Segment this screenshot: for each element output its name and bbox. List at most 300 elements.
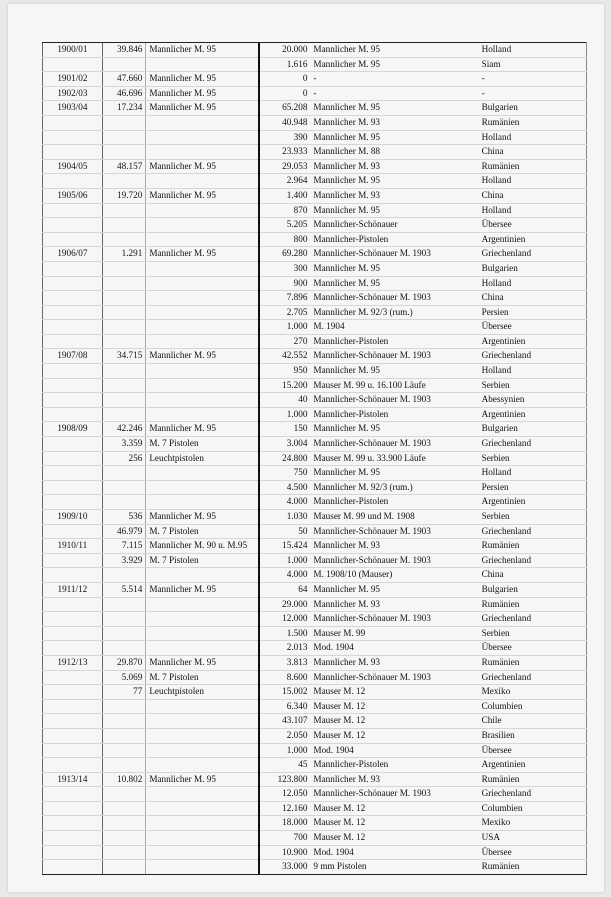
export-model-cell: Mannlicher-Schönauer M. 1903: [310, 349, 478, 364]
export-model-cell: Mod. 1904: [310, 743, 478, 758]
year-cell: [43, 568, 103, 583]
export-model-cell: Mannlicher M. 95: [310, 466, 478, 481]
destination-cell: Serbien: [479, 451, 587, 466]
domestic-model-cell: [146, 641, 259, 656]
domestic-quantity-cell: [102, 145, 146, 160]
export-model-cell: Mannlicher-Schönauer M. 1903: [310, 553, 478, 568]
table-row: [43, 101, 587, 116]
export-quantity-cell: 150: [259, 422, 311, 437]
table-row: [43, 670, 587, 685]
domestic-quantity-cell: [102, 495, 146, 510]
destination-cell: Siam: [479, 57, 587, 72]
destination-cell: -: [479, 86, 587, 101]
export-model-cell: Mannlicher M. 95: [310, 57, 478, 72]
domestic-model-cell: [146, 145, 259, 160]
export-model-cell: Mannlicher M. 95: [310, 130, 478, 145]
domestic-quantity-cell: 29.870: [102, 655, 146, 670]
domestic-model-cell: [146, 860, 259, 875]
year-cell: [43, 130, 103, 145]
destination-cell: Rumänien: [479, 539, 587, 554]
domestic-quantity-cell: 19.720: [102, 188, 146, 203]
table-row: [43, 510, 587, 525]
table-row: [43, 188, 587, 203]
year-cell: [43, 553, 103, 568]
year-cell: 1913/14: [43, 772, 103, 787]
export-quantity-cell: 1.000: [259, 553, 311, 568]
domestic-quantity-cell: 46.696: [102, 86, 146, 101]
table-row: [43, 320, 587, 335]
ledger-body: [43, 43, 587, 875]
destination-cell: Griechenland: [479, 349, 587, 364]
export-quantity-cell: 64: [259, 582, 311, 597]
table-row: [43, 86, 587, 101]
export-quantity-cell: 69.280: [259, 247, 311, 262]
destination-cell: Griechenland: [479, 612, 587, 627]
export-model-cell: Mauser M. 12: [310, 699, 478, 714]
destination-cell: Serbien: [479, 378, 587, 393]
destination-cell: Argentinien: [479, 334, 587, 349]
year-cell: 1906/07: [43, 247, 103, 262]
export-quantity-cell: 24.800: [259, 451, 311, 466]
export-model-cell: Mannlicher M. 93: [310, 115, 478, 130]
export-quantity-cell: 750: [259, 466, 311, 481]
export-quantity-cell: 7.896: [259, 291, 311, 306]
domestic-model-cell: M. 7 Pistolen: [146, 553, 259, 568]
domestic-quantity-cell: [102, 218, 146, 233]
year-cell: 1908/09: [43, 422, 103, 437]
destination-cell: Übersee: [479, 641, 587, 656]
domestic-model-cell: [146, 232, 259, 247]
year-cell: [43, 860, 103, 875]
domestic-quantity-cell: [102, 641, 146, 656]
domestic-quantity-cell: [102, 305, 146, 320]
year-cell: [43, 115, 103, 130]
export-model-cell: Mannlicher M. 93: [310, 597, 478, 612]
export-quantity-cell: 10.900: [259, 845, 311, 860]
table-row: [43, 145, 587, 160]
export-model-cell: Mannlicher M. 93: [310, 539, 478, 554]
export-quantity-cell: 4.000: [259, 568, 311, 583]
destination-cell: Argentinien: [479, 758, 587, 773]
export-model-cell: Mannlicher M. 95: [310, 582, 478, 597]
domestic-model-cell: [146, 291, 259, 306]
export-model-cell: Mannlicher-Schönauer M. 1903: [310, 247, 478, 262]
export-model-cell: Mannlicher M. 95: [310, 261, 478, 276]
year-cell: 1901/02: [43, 72, 103, 87]
destination-cell: Holland: [479, 364, 587, 379]
table-row: [43, 845, 587, 860]
domestic-quantity-cell: 5.069: [102, 670, 146, 685]
table-row: [43, 232, 587, 247]
table-row: [43, 159, 587, 174]
destination-cell: Abessynien: [479, 393, 587, 408]
export-quantity-cell: 15.002: [259, 685, 311, 700]
year-cell: [43, 232, 103, 247]
export-quantity-cell: 1.400: [259, 188, 311, 203]
domestic-model-cell: Mannlicher M. 95: [146, 349, 259, 364]
year-cell: [43, 495, 103, 510]
table-row: [43, 612, 587, 627]
export-quantity-cell: 50: [259, 524, 311, 539]
table-row: [43, 291, 587, 306]
year-cell: [43, 466, 103, 481]
export-quantity-cell: 4.000: [259, 495, 311, 510]
destination-cell: China: [479, 188, 587, 203]
domestic-quantity-cell: [102, 758, 146, 773]
year-cell: [43, 276, 103, 291]
export-quantity-cell: 1.000: [259, 320, 311, 335]
export-quantity-cell: 12.000: [259, 612, 311, 627]
destination-cell: Rumänien: [479, 860, 587, 875]
domestic-quantity-cell: 47.660: [102, 72, 146, 87]
export-model-cell: Mannlicher M. 88: [310, 145, 478, 160]
domestic-model-cell: Mannlicher M. 95: [146, 772, 259, 787]
export-model-cell: Mauser M. 99 und M. 1908: [310, 510, 478, 525]
year-cell: [43, 378, 103, 393]
year-cell: [43, 685, 103, 700]
year-cell: 1905/06: [43, 188, 103, 203]
domestic-quantity-cell: [102, 626, 146, 641]
domestic-quantity-cell: [102, 334, 146, 349]
domestic-model-cell: Mannlicher M. 95: [146, 247, 259, 262]
domestic-quantity-cell: [102, 364, 146, 379]
domestic-quantity-cell: [102, 130, 146, 145]
export-model-cell: Mod. 1904: [310, 641, 478, 656]
domestic-model-cell: [146, 831, 259, 846]
export-model-cell: Mauser M. 12: [310, 728, 478, 743]
destination-cell: China: [479, 145, 587, 160]
domestic-quantity-cell: 34.715: [102, 349, 146, 364]
destination-cell: Bulgarien: [479, 261, 587, 276]
year-cell: [43, 437, 103, 452]
export-quantity-cell: 0: [259, 72, 311, 87]
domestic-model-cell: [146, 218, 259, 233]
export-model-cell: Mannlicher-Pistolen: [310, 407, 478, 422]
export-quantity-cell: 4.500: [259, 480, 311, 495]
export-model-cell: Mannlicher M. 95: [310, 364, 478, 379]
year-cell: [43, 612, 103, 627]
year-cell: [43, 801, 103, 816]
table-row: [43, 758, 587, 773]
export-quantity-cell: 2.964: [259, 174, 311, 189]
destination-cell: -: [479, 72, 587, 87]
table-row: [43, 276, 587, 291]
export-quantity-cell: 43.107: [259, 714, 311, 729]
domestic-model-cell: Mannlicher M. 95: [146, 655, 259, 670]
export-quantity-cell: 270: [259, 334, 311, 349]
domestic-quantity-cell: [102, 203, 146, 218]
domestic-model-cell: Leuchtpistolen: [146, 451, 259, 466]
domestic-model-cell: [146, 334, 259, 349]
export-quantity-cell: 33.000: [259, 860, 311, 875]
export-model-cell: Mannlicher-Pistolen: [310, 758, 478, 773]
year-cell: 1903/04: [43, 101, 103, 116]
destination-cell: USA: [479, 831, 587, 846]
destination-cell: Chile: [479, 714, 587, 729]
table-row: [43, 305, 587, 320]
domestic-model-cell: [146, 378, 259, 393]
domestic-quantity-cell: [102, 568, 146, 583]
export-quantity-cell: 1.030: [259, 510, 311, 525]
domestic-quantity-cell: [102, 407, 146, 422]
export-quantity-cell: 1.000: [259, 407, 311, 422]
domestic-model-cell: Mannlicher M. 95: [146, 582, 259, 597]
export-quantity-cell: 870: [259, 203, 311, 218]
domestic-quantity-cell: [102, 714, 146, 729]
destination-cell: Holland: [479, 203, 587, 218]
year-cell: [43, 758, 103, 773]
table-row: [43, 451, 587, 466]
year-cell: [43, 626, 103, 641]
export-quantity-cell: 40.948: [259, 115, 311, 130]
domestic-model-cell: [146, 276, 259, 291]
export-quantity-cell: 5.205: [259, 218, 311, 233]
year-cell: [43, 218, 103, 233]
domestic-quantity-cell: 7.115: [102, 539, 146, 554]
table-row: [43, 772, 587, 787]
table-row: [43, 130, 587, 145]
year-cell: 1902/03: [43, 86, 103, 101]
destination-cell: Griechenland: [479, 247, 587, 262]
year-cell: [43, 305, 103, 320]
domestic-model-cell: [146, 407, 259, 422]
year-cell: [43, 57, 103, 72]
export-model-cell: -: [310, 72, 478, 87]
destination-cell: Übersee: [479, 218, 587, 233]
domestic-quantity-cell: 1.291: [102, 247, 146, 262]
export-model-cell: Mauser M. 12: [310, 816, 478, 831]
destination-cell: China: [479, 568, 587, 583]
export-model-cell: Mannlicher M. 93: [310, 159, 478, 174]
domestic-model-cell: [146, 320, 259, 335]
year-cell: [43, 174, 103, 189]
domestic-quantity-cell: [102, 801, 146, 816]
domestic-model-cell: [146, 714, 259, 729]
table-row: [43, 641, 587, 656]
export-quantity-cell: 23.933: [259, 145, 311, 160]
export-quantity-cell: 300: [259, 261, 311, 276]
table-row: [43, 553, 587, 568]
domestic-model-cell: [146, 261, 259, 276]
export-quantity-cell: 6.340: [259, 699, 311, 714]
domestic-quantity-cell: [102, 860, 146, 875]
destination-cell: Argentinien: [479, 495, 587, 510]
domestic-quantity-cell: [102, 320, 146, 335]
year-cell: [43, 699, 103, 714]
table-row: [43, 349, 587, 364]
destination-cell: Mexiko: [479, 816, 587, 831]
destination-cell: Griechenland: [479, 670, 587, 685]
export-model-cell: Mannlicher M. 93: [310, 772, 478, 787]
export-model-cell: Mannlicher-Pistolen: [310, 232, 478, 247]
export-model-cell: M. 1908/10 (Mauser): [310, 568, 478, 583]
domestic-quantity-cell: [102, 597, 146, 612]
export-model-cell: Mannlicher-Schönauer M. 1903: [310, 524, 478, 539]
destination-cell: Serbien: [479, 626, 587, 641]
export-quantity-cell: 1.616: [259, 57, 311, 72]
export-quantity-cell: 8.600: [259, 670, 311, 685]
domestic-quantity-cell: 42.246: [102, 422, 146, 437]
destination-cell: Persien: [479, 305, 587, 320]
domestic-quantity-cell: [102, 480, 146, 495]
table-row: [43, 539, 587, 554]
export-quantity-cell: 2.050: [259, 728, 311, 743]
table-row: [43, 203, 587, 218]
table-row: [43, 860, 587, 875]
export-quantity-cell: 390: [259, 130, 311, 145]
export-quantity-cell: 3.813: [259, 655, 311, 670]
export-quantity-cell: 18.000: [259, 816, 311, 831]
year-cell: 1909/10: [43, 510, 103, 525]
table-row: [43, 655, 587, 670]
domestic-model-cell: [146, 115, 259, 130]
domestic-quantity-cell: [102, 743, 146, 758]
domestic-model-cell: [146, 130, 259, 145]
export-quantity-cell: 1.500: [259, 626, 311, 641]
domestic-model-cell: Mannlicher M. 95: [146, 510, 259, 525]
export-quantity-cell: 42.552: [259, 349, 311, 364]
export-model-cell: Mannlicher M. 95: [310, 203, 478, 218]
export-model-cell: Mauser M. 99: [310, 626, 478, 641]
destination-cell: Griechenland: [479, 787, 587, 802]
export-model-cell: Mannlicher M. 95: [310, 422, 478, 437]
destination-cell: Übersee: [479, 845, 587, 860]
domestic-model-cell: [146, 364, 259, 379]
destination-cell: Griechenland: [479, 437, 587, 452]
year-cell: 1900/01: [43, 43, 103, 58]
export-quantity-cell: 15.424: [259, 539, 311, 554]
domestic-model-cell: [146, 845, 259, 860]
table-row: [43, 801, 587, 816]
table-row: [43, 72, 587, 87]
domestic-model-cell: Mannlicher M. 95: [146, 159, 259, 174]
domestic-quantity-cell: 17.234: [102, 101, 146, 116]
export-model-cell: M. 1904: [310, 320, 478, 335]
export-model-cell: Mannlicher-Schönauer: [310, 218, 478, 233]
domestic-quantity-cell: [102, 57, 146, 72]
export-model-cell: Mannlicher-Schönauer M. 1903: [310, 612, 478, 627]
destination-cell: Bulgarien: [479, 582, 587, 597]
domestic-quantity-cell: 10.802: [102, 772, 146, 787]
export-quantity-cell: 2.705: [259, 305, 311, 320]
domestic-model-cell: [146, 597, 259, 612]
year-cell: [43, 320, 103, 335]
domestic-model-cell: Mannlicher M. 95: [146, 86, 259, 101]
domestic-quantity-cell: [102, 276, 146, 291]
table-row: [43, 787, 587, 802]
table-row: [43, 334, 587, 349]
year-cell: 1910/11: [43, 539, 103, 554]
destination-cell: Persien: [479, 480, 587, 495]
year-cell: [43, 831, 103, 846]
destination-cell: Mexiko: [479, 685, 587, 700]
export-model-cell: Mannlicher M. 92/3 (rum.): [310, 480, 478, 495]
table-row: [43, 480, 587, 495]
table-row: [43, 699, 587, 714]
destination-cell: Argentinien: [479, 407, 587, 422]
table-row: [43, 57, 587, 72]
table-row: [43, 247, 587, 262]
domestic-model-cell: [146, 393, 259, 408]
domestic-model-cell: Leuchtpistolen: [146, 685, 259, 700]
domestic-quantity-cell: [102, 378, 146, 393]
year-cell: [43, 845, 103, 860]
domestic-model-cell: Mannlicher M. 95: [146, 72, 259, 87]
destination-cell: Serbien: [479, 510, 587, 525]
table-row: [43, 407, 587, 422]
domestic-quantity-cell: [102, 393, 146, 408]
destination-cell: Rumänien: [479, 115, 587, 130]
domestic-quantity-cell: [102, 261, 146, 276]
table-row: [43, 685, 587, 700]
domestic-model-cell: [146, 466, 259, 481]
domestic-model-cell: Mannlicher M. 95: [146, 101, 259, 116]
destination-cell: Bulgarien: [479, 422, 587, 437]
domestic-quantity-cell: 256: [102, 451, 146, 466]
export-model-cell: Mauser M. 12: [310, 831, 478, 846]
export-quantity-cell: 29.053: [259, 159, 311, 174]
export-quantity-cell: 12.050: [259, 787, 311, 802]
year-cell: [43, 261, 103, 276]
year-cell: [43, 597, 103, 612]
destination-cell: Rumänien: [479, 655, 587, 670]
export-model-cell: Mauser M. 12: [310, 801, 478, 816]
domestic-model-cell: [146, 174, 259, 189]
domestic-quantity-cell: 77: [102, 685, 146, 700]
table-row: [43, 816, 587, 831]
domestic-model-cell: M. 7 Pistolen: [146, 437, 259, 452]
domestic-quantity-cell: [102, 728, 146, 743]
domestic-model-cell: [146, 787, 259, 802]
export-model-cell: Mannlicher M. 95: [310, 43, 478, 58]
table-row: [43, 568, 587, 583]
destination-cell: Holland: [479, 276, 587, 291]
year-cell: [43, 480, 103, 495]
export-quantity-cell: 950: [259, 364, 311, 379]
export-model-cell: -: [310, 86, 478, 101]
domestic-model-cell: [146, 480, 259, 495]
domestic-model-cell: [146, 612, 259, 627]
export-quantity-cell: 700: [259, 831, 311, 846]
document-page: [8, 4, 604, 892]
table-row: [43, 43, 587, 58]
export-model-cell: Mannlicher M. 95: [310, 276, 478, 291]
domestic-model-cell: [146, 305, 259, 320]
year-cell: [43, 451, 103, 466]
export-model-cell: Mauser M. 99 u. 16.100 Läufe: [310, 378, 478, 393]
year-cell: [43, 407, 103, 422]
destination-cell: Griechenland: [479, 553, 587, 568]
table-row: [43, 466, 587, 481]
table-row: [43, 115, 587, 130]
year-cell: 1911/12: [43, 582, 103, 597]
destination-cell: Brasilien: [479, 728, 587, 743]
export-model-cell: Mannlicher-Schönauer M. 1903: [310, 670, 478, 685]
export-quantity-cell: 3.004: [259, 437, 311, 452]
export-quantity-cell: 12.160: [259, 801, 311, 816]
domestic-model-cell: M. 7 Pistolen: [146, 524, 259, 539]
year-cell: [43, 728, 103, 743]
export-quantity-cell: 15.200: [259, 378, 311, 393]
domestic-quantity-cell: [102, 174, 146, 189]
table-row: [43, 524, 587, 539]
domestic-quantity-cell: [102, 787, 146, 802]
year-cell: [43, 787, 103, 802]
export-quantity-cell: 2.013: [259, 641, 311, 656]
table-row: [43, 422, 587, 437]
domestic-quantity-cell: 536: [102, 510, 146, 525]
domestic-quantity-cell: [102, 115, 146, 130]
